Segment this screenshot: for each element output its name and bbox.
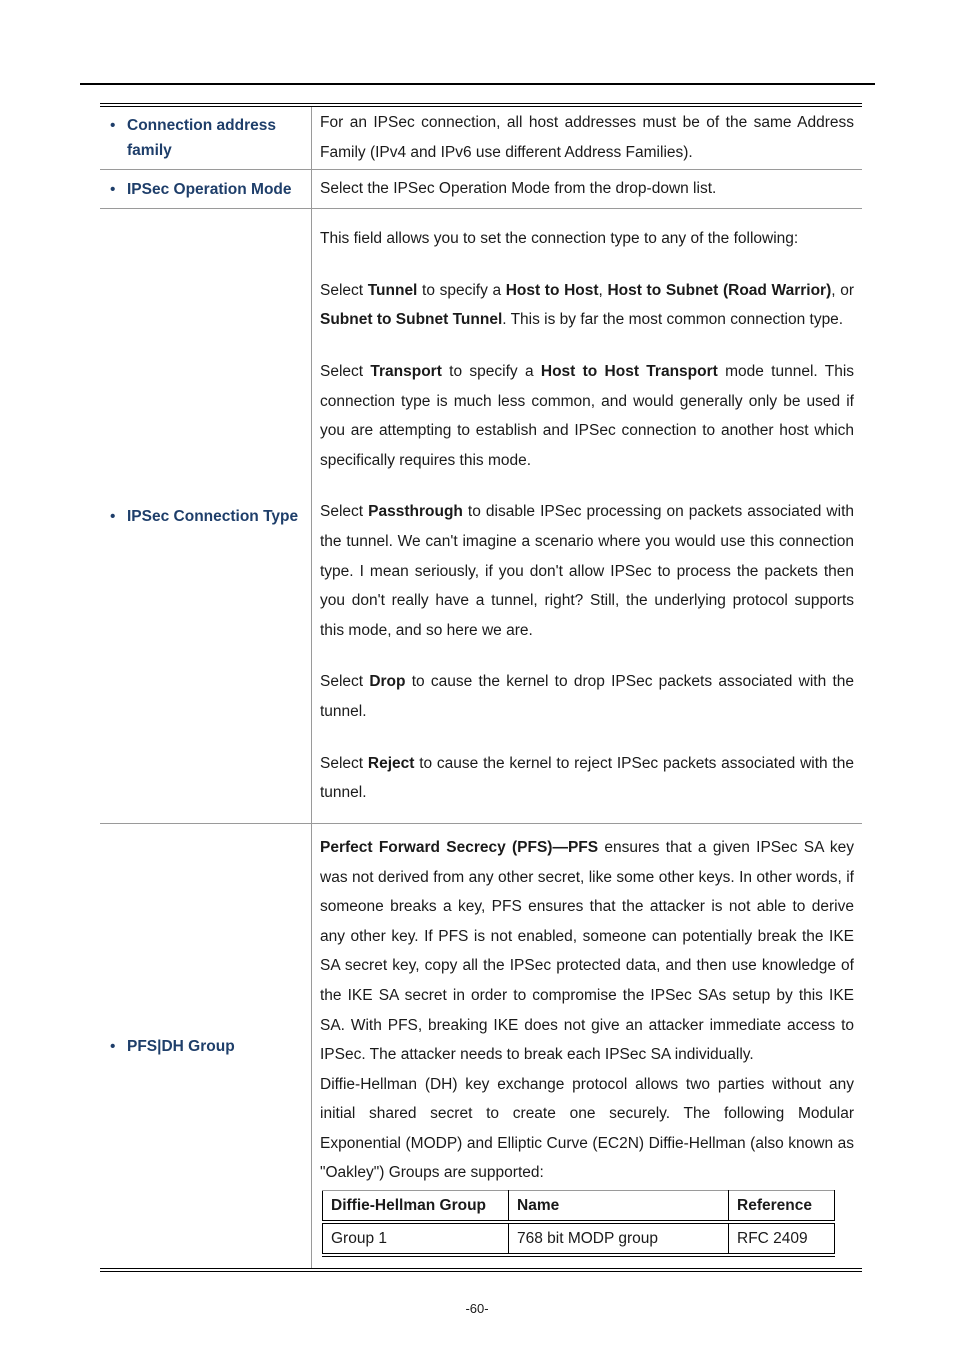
desc-text: For an IPSec connection, all host addresses must be of the same Address Family (IPv4 and IPv6 use different Address Families). xyxy=(320,114,854,161)
bullet-icon: • xyxy=(110,180,116,198)
param-name: Connection address family xyxy=(127,117,276,159)
dh-group-table xyxy=(322,1190,835,1257)
param-name: IPSec Connection Type xyxy=(127,507,299,525)
column-header: Reference xyxy=(729,1191,835,1223)
desc-cell xyxy=(312,824,863,1271)
column-header: Diffie-Hellman Group xyxy=(323,1191,509,1223)
bullet-icon: • xyxy=(110,1037,116,1055)
bullet-icon: • xyxy=(110,507,116,525)
param-name: IPSec Operation Mode xyxy=(127,180,292,198)
parameter-table xyxy=(100,103,862,1272)
desc-text: Select the IPSec Operation Mode from the drop-down list. xyxy=(320,180,717,198)
page-number: -60- xyxy=(465,1301,489,1316)
table-row xyxy=(100,170,862,209)
param-label xyxy=(100,1034,311,1059)
param-name: PFS|DH Group xyxy=(127,1037,235,1055)
param-label xyxy=(100,113,311,163)
table-row xyxy=(100,105,862,170)
table-row xyxy=(100,824,862,1271)
desc-reject: Select Reject to cause the kernel to reject IPSec packets associated with the tunnel. xyxy=(320,754,854,802)
table-row xyxy=(100,209,862,824)
desc-intro: This field allows you to set the connection type to any of the following: xyxy=(320,230,799,248)
param-cell xyxy=(100,824,312,1271)
desc-drop: Select Drop to cause the kernel to drop IPSec packets associated with the tunnel. xyxy=(320,673,854,720)
desc-dh: Diffie-Hellman (DH) key exchange protocol allows two parties without any initial shared secret to create one securely. The following Modular Exponential (MODP) and Elliptic Curve (EC2N) Diffie-Hellman (also known as "Oakley") Groups are supported: xyxy=(320,1075,854,1182)
bullet-icon: • xyxy=(110,117,116,134)
header-rule xyxy=(80,83,875,85)
dh-cell: RFC 2409 xyxy=(729,1222,835,1255)
dh-header-row xyxy=(323,1191,835,1223)
dh-cell: 768 bit MODP group xyxy=(509,1222,729,1255)
desc-transport: Select Transport to specify a Host to Host Transport mode tunnel. This connection type is much less common, and would generally only be used if you are attempting to establish and IPSec connection to another host which specifically requires this mode. xyxy=(320,363,855,469)
dh-row xyxy=(323,1222,835,1255)
desc-cell xyxy=(312,170,863,209)
column-header: Name xyxy=(509,1191,729,1223)
desc-tunnel: Select Tunnel to specify a Host to Host, Host to Subnet (Road Warrior), or Subnet to Subnet Tunnel. This is by far the most common connection type. xyxy=(320,281,854,329)
param-cell xyxy=(100,170,312,209)
dh-cell: Group 1 xyxy=(323,1222,509,1255)
desc-cell xyxy=(312,209,863,824)
param-label xyxy=(100,177,311,202)
param-cell xyxy=(100,209,312,824)
desc-passthrough: Select Passthrough to disable IPSec processing on packets associated with the tunnel. We can't imagine a scenario where you would use this connection type. I mean seriously, if you don't allow IPSec to process the packets then you don't really have a tunnel, right? Still, the underlying protocol supports this mode, and so here we are. xyxy=(320,503,854,639)
desc-cell xyxy=(312,105,863,170)
desc-pfs: Perfect Forward Secrecy (PFS)—PFS ensures that a given IPSec SA key was not derived from any other secret, like some other keys. In other words, if someone breaks a key, PFS ensures that the attacker is not able to derive any other key. If PFS is not enabled, someone can potentially break the IKE SA secret key, copy all the IPSec protected data, and then use knowledge of the IKE SA secret in order to compromise the IPSec SAs setup by this IKE SA. With PFS, breaking IKE does not give an attacker immediate access to IPSec. The attacker needs to break each IPSec SA individually. xyxy=(320,838,854,1064)
param-cell xyxy=(100,105,312,170)
param-label xyxy=(100,504,311,529)
